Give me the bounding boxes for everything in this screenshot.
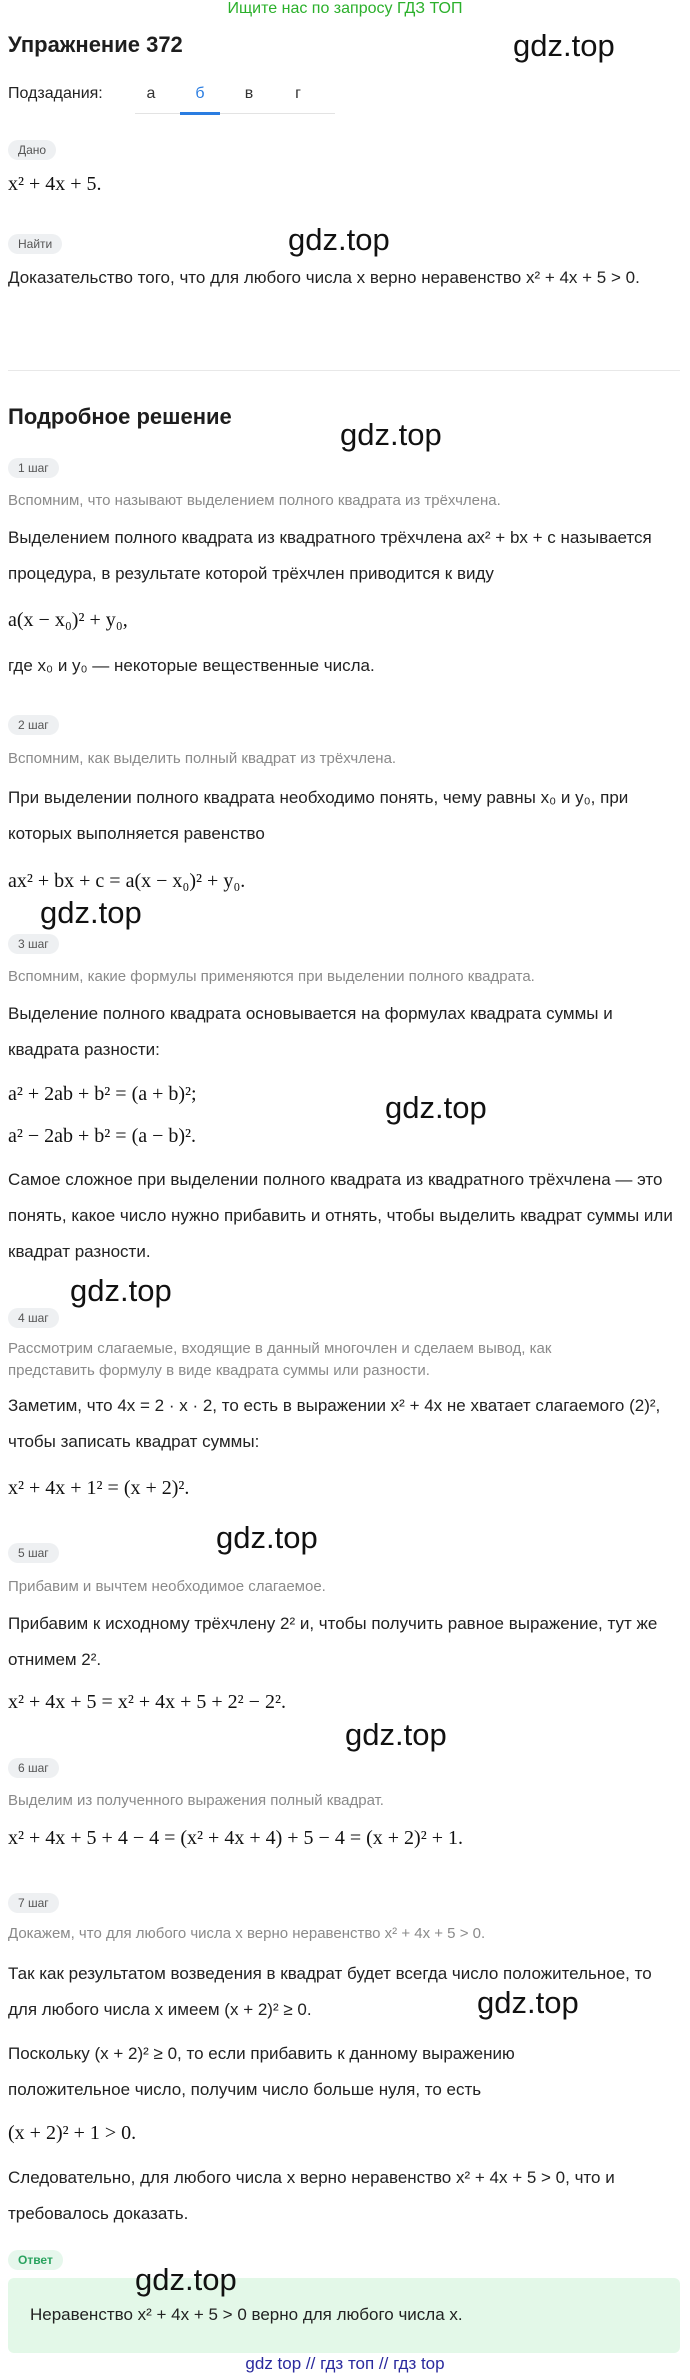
step-5-body: Прибавим к исходному трёхчлену 2² и, чтобы получить равное выражение, тут же отнимем 2². — [8, 1614, 658, 1669]
watermark: gdz.top — [385, 1090, 487, 1125]
watermark: gdz.top — [70, 1273, 172, 1308]
step-4-pill: 4 шаг — [8, 1308, 59, 1328]
footer-links[interactable]: gdz top // гдз топ // гдз top — [245, 2354, 445, 2373]
step-7-conclusion: Следовательно, для любого числа x верно неравенство x² + 4x + 5 > 0, что и требовалось доказать. — [8, 2168, 615, 2223]
step-1-body: Выделением полного квадрата из квадратного трёхчлена ax² + bx + c называется процедура, в результате которой трёхчлен приводится к виду — [8, 528, 652, 583]
given-expression: x² + 4x + 5. — [8, 173, 102, 195]
find-text: Доказательство того, что для любого числа x верно неравенство x² + 4x + 5 > 0. — [8, 268, 640, 287]
step-3-pill: 3 шаг — [8, 934, 59, 954]
subtasks-label: Подзадания: — [8, 85, 103, 102]
tab-v[interactable]: в — [244, 85, 254, 102]
step-1-intro: Вспомним, что называют выделением полного квадрата из трёхчлена. — [8, 492, 501, 509]
watermark: gdz.top — [340, 417, 442, 452]
answer-pill: Ответ — [8, 2250, 63, 2270]
tabs-divider — [135, 113, 335, 114]
active-tab-indicator — [180, 112, 220, 115]
step-3-formula-diff: a² − 2ab + b² = (a − b)². — [8, 1125, 197, 1147]
step-3-formula-sum: a² + 2ab + b² = (a + b)²; — [8, 1083, 197, 1105]
step-7-pill: 7 шаг — [8, 1893, 59, 1913]
step-7-body-2: Поскольку (x + 2)² ≥ 0, то если прибавить к данному выражению положительное число, получим число больше нуля, то есть — [8, 2044, 515, 2099]
find-pill: Найти — [8, 234, 62, 254]
solution-title: Подробное решение — [8, 404, 232, 429]
step-2-formula: ax² + bx + c = a(x − x₀)² + y₀. — [8, 870, 246, 892]
step-1-note: где x₀ и y₀ — некоторые вещественные числа. — [8, 656, 375, 675]
step-4-formula: x² + 4x + 1² = (x + 2)². — [8, 1477, 190, 1499]
step-5-pill: 5 шаг — [8, 1543, 59, 1563]
step-4-body: Заметим, что 4x = 2 · x · 2, то есть в выражении x² + 4x не хватает слагаемого (2)², чтобы записать квадрат суммы: — [8, 1396, 661, 1451]
watermark: gdz.top — [40, 895, 142, 930]
step-7-formula: (x + 2)² + 1 > 0. — [8, 2122, 137, 2144]
step-6-formula: x² + 4x + 5 + 4 − 4 = (x² + 4x + 4) + 5 − 4 = (x + 2)² + 1. — [8, 1827, 463, 1849]
tab-b[interactable]: б — [195, 85, 205, 102]
given-pill: Дано — [8, 140, 56, 160]
step-1-formula: a(x − x₀)² + y₀, — [8, 609, 128, 631]
step-2-body: При выделении полного квадрата необходимо понять, чему равны x₀ и y₀, при которых выполняется равенство — [8, 788, 629, 843]
step-7-body-1: Так как результатом возведения в квадрат будет всегда число положительное, то для любого числа x имеем (x + 2)² ≥ 0. — [8, 1964, 652, 2019]
step-2-pill: 2 шаг — [8, 715, 59, 735]
step-5-intro: Прибавим и вычтем необходимое слагаемое. — [8, 1578, 326, 1595]
search-banner[interactable]: Ищите нас по запросу ГДЗ ТОП — [227, 0, 463, 17]
watermark: gdz.top — [288, 222, 390, 257]
step-3-after: Самое сложное при выделении полного квадрата из квадратного трёхчлена — это понять, какое число нужно прибавить и отнять, чтобы выделить квадрат суммы или квадрат разности. — [8, 1170, 673, 1261]
answer-text: Неравенство x² + 4x + 5 > 0 верно для любого числа x. — [30, 2305, 463, 2324]
watermark: gdz.top — [135, 2262, 237, 2297]
step-7-intro: Докажем, что для любого числа x верно неравенство x² + 4x + 5 > 0. — [8, 1925, 486, 1942]
watermark: gdz.top — [216, 1520, 318, 1555]
watermark: gdz.top — [513, 28, 615, 63]
step-2-intro: Вспомним, как выделить полный квадрат из трёхчлена. — [8, 750, 397, 767]
tab-g[interactable]: г — [295, 85, 301, 102]
tab-a[interactable]: а — [146, 85, 156, 102]
step-6-pill: 6 шаг — [8, 1758, 59, 1778]
step-4-intro: Рассмотрим слагаемые, входящие в данный многочлен и сделаем вывод, как представить формулу в виде квадрата суммы или разности. — [8, 1340, 552, 1379]
step-5-formula: x² + 4x + 5 = x² + 4x + 5 + 2² − 2². — [8, 1691, 286, 1713]
step-3-body: Выделение полного квадрата основывается на формулах квадрата суммы и квадрата разности: — [8, 1004, 613, 1059]
step-3-intro: Вспомним, какие формулы применяются при выделении полного квадрата. — [8, 968, 535, 985]
step-1-pill: 1 шаг — [8, 458, 59, 478]
watermark: gdz.top — [345, 1717, 447, 1752]
step-6-intro: Выделим из полученного выражения полный квадрат. — [8, 1792, 384, 1809]
section-divider — [8, 370, 680, 371]
page-title: Упражнение 372 — [8, 32, 183, 57]
watermark: gdz.top — [477, 1985, 579, 2020]
